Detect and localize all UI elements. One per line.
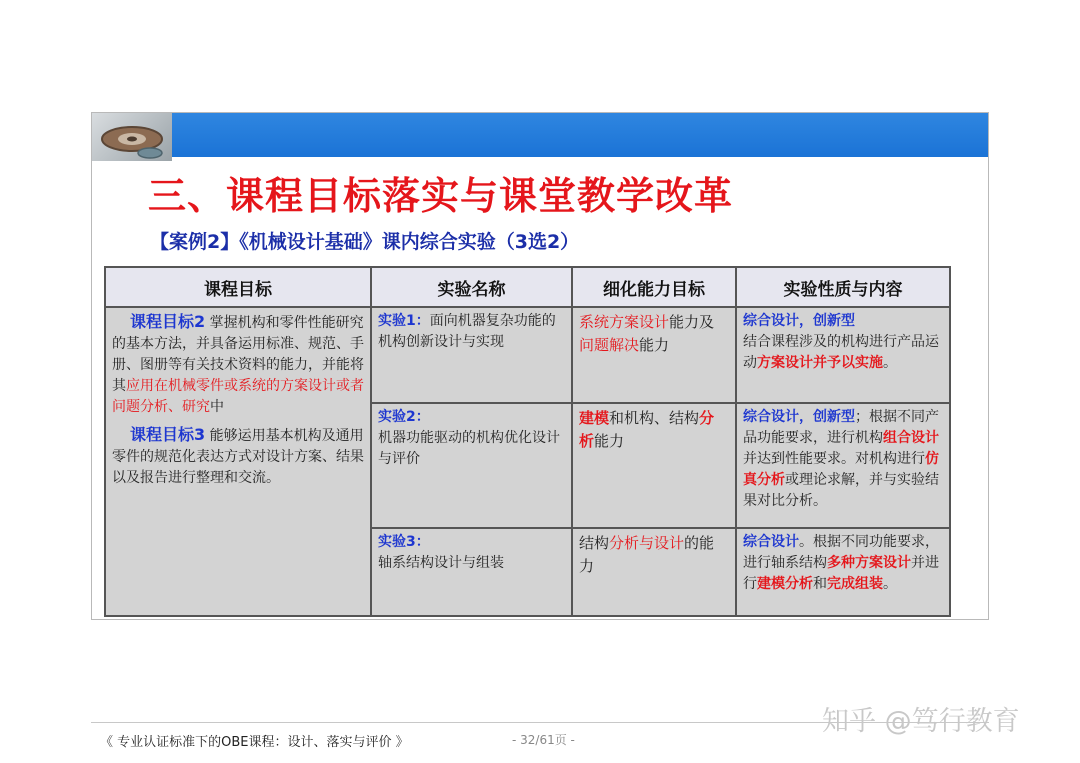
nature-3-cell [736,528,950,616]
goal2-text-end: 中 [210,399,224,415]
nature-3-text-c: 和 [813,576,827,592]
nature-3-text-b: 并进行 [743,555,939,592]
header-experiment-name: 实验名称 [371,267,572,307]
ability-3-red-a: 分析与设计 [609,534,685,552]
nature-2-text-b: 并达到性能要求。对机构进行 [743,451,925,467]
nature-3-label: 综合设计 [743,534,799,550]
goal2-highlight: 应用在机械零件或系统的方案设计或者问题分析、研究 [112,378,364,415]
nature-2-label: 综合设计，创新型 [743,409,855,425]
goal3-label: 课程目标3 [130,425,206,444]
experiment-2-label: 实验2： [378,409,430,425]
gear-logo-icon [92,113,172,161]
experiment-3-text: 轴系结构设计与组装 [378,555,504,571]
header-course-goal: 课程目标 [105,267,371,307]
ability-1-red-a: 系统方案设计 [579,313,670,331]
experiment-1-cell [371,307,572,403]
experiment-2-cell [371,403,572,528]
ability-2-red-a: 建模 [579,409,610,427]
slide [91,112,989,620]
ability-2-text-b: 能力 [594,432,625,450]
nature-2-text-a: ；根据不同产品功能要求，进行机构 [743,409,939,446]
nature-1-label: 综合设计，创新型 [743,313,855,329]
table-row [105,307,950,403]
ability-2-red-b: 分析 [579,409,715,450]
nature-2-cell [736,403,950,528]
ability-3-text-a: 结构 [579,534,610,552]
goal2-paragraph [112,311,364,418]
header-ability-goal: 细化能力目标 [572,267,736,307]
nature-1-text: 结合课程涉及的机构进行产品运动 [743,334,939,371]
ability-2-text-a: 和机构、结构 [609,409,700,427]
slide-header-bar [92,113,988,157]
course-goal-cell [105,307,371,616]
nature-1-text-end: 。 [883,355,897,371]
nature-1-cell [736,307,950,403]
experiment-table [104,266,951,617]
ability-1-red-b: 问题解决 [579,336,640,354]
watermark: 知乎 @笃行教育 [822,706,1020,737]
table-header-row [105,267,950,307]
nature-3-text-d: 。 [883,576,897,592]
ability-3-cell [572,528,736,616]
slide-title: 三、课程目标落实与课堂教学改革 [148,174,734,218]
experiment-1-text: 面向机器复杂功能的机构创新设计与实现 [378,313,556,350]
ability-1-text-a: 能力及 [669,313,715,331]
ability-2-cell [572,403,736,528]
nature-2-highlight-b: 仿真分析 [743,451,939,488]
nature-3-text-a: 。根据不同功能要求，进行轴系结构 [743,534,939,571]
nature-3-highlight-b: 建模分析 [757,576,813,592]
ability-1-cell [572,307,736,403]
goal3-text: 能够运用基本机构及通用零件的规范化表达方式对设计方案、结果以及报告进行整理和交流。 [112,428,364,486]
experiment-3-cell [371,528,572,616]
nature-2-highlight-a: 组合设计 [883,430,939,446]
case-title: 【案例2】《机械设计基础》课内综合实验（3选2） [150,231,580,253]
ability-1-text-b: 能力 [639,336,670,354]
nature-3-highlight-a: 多种方案设计 [827,555,911,571]
nature-1-highlight: 方案设计并予以实施 [757,355,883,371]
header-nature-content: 实验性质与内容 [736,267,950,307]
footer-page-number: - 32/61页 - [512,733,575,747]
experiment-3-label: 实验3： [378,534,430,550]
nature-2-text-c: 或理论求解，并与实验结果对比分析。 [743,472,939,509]
experiment-1-label: 实验1： [378,313,430,329]
footer-doc-title: 《 专业认证标准下的OBE课程：设计、落实与评价 》 [100,735,409,750]
goal2-label: 课程目标2 [130,312,206,331]
ability-3-text-b: 的能力 [579,534,715,575]
goal3-paragraph [112,424,364,489]
goal2-text: 掌握机构和零件性能研究的基本方法，并具备运用标准、规范、手册、图册等有关技术资料的能力，并能将其 [112,315,364,394]
nature-3-highlight-c: 完成组装 [827,576,883,592]
experiment-2-text: 机器功能驱动的机构优化设计与评价 [378,430,560,467]
